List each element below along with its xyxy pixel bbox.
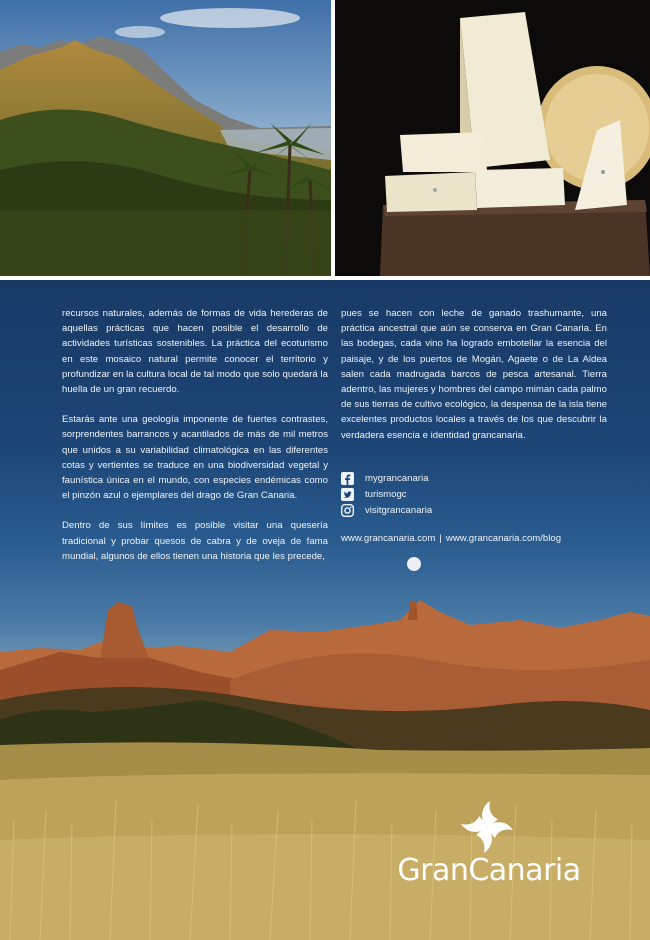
instagram-handle: visitgrancanaria: [365, 505, 433, 516]
website-link[interactable]: www.grancanaria.com: [341, 533, 436, 544]
brand-name: GranCanaria: [397, 853, 581, 888]
article-column-left: [62, 306, 328, 579]
twitter-handle: turismogc: [365, 489, 407, 500]
article-column-right: [341, 306, 607, 458]
grancanaria-logo: [384, 798, 594, 890]
blog-link[interactable]: www.grancanaria.com/blog: [445, 533, 562, 544]
paragraph: pues se hacen con leche de ganado trashumante, una práctica ancestral que aún se conserva en Gran Canaria. En las bodegas, cada vino ha logrado embotellar la esencia del paisaje, y de los puertos de Mogán, Agaete o de La Aldea salen cada madrugada barcos de pesca artesanal. Tierra adentro, las mujeres y hombres del campo miman cada palmo de sus tierras de cultivo ecológico, la despensa de la isla tiene excelentes productos locales a través de los que descubrir la verdadera esencia e identidad grancanaria.: [341, 308, 607, 441]
paragraph: recursos naturales, además de formas de vida herederas de aquellas prácticas que hacen posible el desarrollo de actividades turísticas sostenibles. La práctica del ecoturismo en este mosaico natural permite conocer el territorio y profundizar en la cultura local de tal modo que solo quedará la huella de un gran recuerdo.: [62, 308, 328, 396]
facebook-handle: mygrancanaria: [365, 473, 429, 484]
pinwheel-logo-icon: [458, 798, 516, 856]
instagram-icon: [341, 504, 354, 517]
social-twitter[interactable]: [341, 487, 541, 502]
link-separator: |: [439, 533, 442, 544]
social-facebook[interactable]: [341, 471, 541, 486]
moon-icon: [407, 557, 421, 571]
cheese-photo: [335, 0, 650, 276]
facebook-icon: [341, 472, 354, 485]
paragraph: Estarás ante una geología imponente de fuertes contrastes, sorprendentes barrancos y acantilados de más de mil metros que unidos a su variabilidad climatológica en las diferentes cotas y vertientes se traduce en una biodiversidad vegetal y faunística única en el mundo, con especies endémicas como el pinzón azul o ejemplares del drago de Gran Canaria.: [62, 414, 328, 502]
website-links: [341, 533, 601, 544]
twitter-icon: [341, 488, 354, 501]
social-instagram[interactable]: [341, 503, 541, 518]
mountain-palm-photo: [0, 0, 331, 276]
paragraph: Dentro de sus límites es posible visitar una quesería tradicional y probar quesos de cabra y de oveja de fama mundial, algunos de ellos tienen una historia que les precede,: [62, 520, 328, 562]
